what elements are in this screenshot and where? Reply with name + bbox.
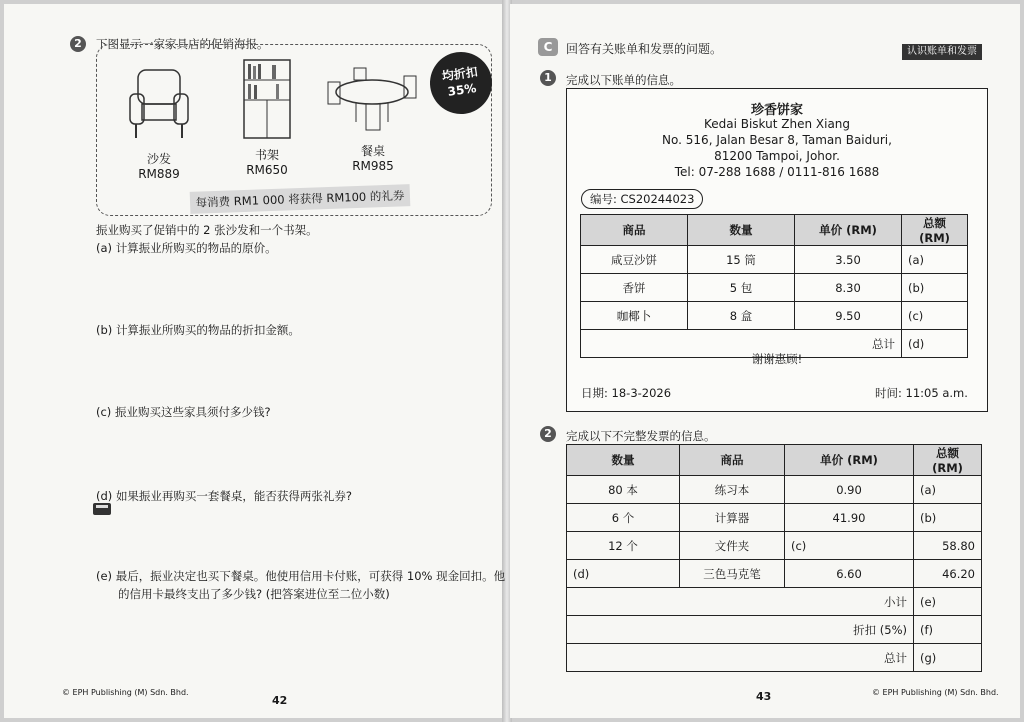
calculator-icon (92, 502, 112, 516)
question-2-right-number: 2 (540, 426, 556, 442)
question-e-line2: 的信用卡最终支出了多少钱? (把答案进位至二位小数) (118, 587, 390, 601)
question-text: 振业购买这些家具须付多少钱? (114, 405, 271, 419)
thanks-text: 谢谢惠顾! (751, 352, 803, 366)
invoice-total-label: 总计 (567, 644, 914, 672)
column-header: 单价 (RM) (785, 445, 914, 476)
table-cell: (d) (567, 560, 680, 588)
table-cell: 12 个 (567, 532, 680, 560)
table-cell: 41.90 (785, 504, 914, 532)
shop-name-cn: 珍香饼家 (750, 103, 803, 118)
question-d (96, 488, 352, 504)
question-2-intro: 下图显示一家家具店的促销海报。 (96, 37, 269, 51)
table-cell: 0.90 (785, 476, 914, 504)
table-cell: 6 个 (567, 504, 680, 532)
scenario-text: 振业购买了促销中的 2 张沙发和一个书架。 (96, 223, 318, 237)
column-header: 商品 (581, 215, 688, 246)
shop-address-1: No. 516, Jalan Besar 8, Taman Baiduri, (662, 133, 892, 147)
page-number-left: 42 (272, 694, 288, 707)
column-header: 单价 (RM) (795, 215, 902, 246)
discount-badge-line1: 均折扣 (440, 64, 479, 84)
invoice-table (566, 444, 982, 672)
question-e (96, 568, 505, 584)
question-1-number: 1 (540, 70, 556, 86)
total-value: (d) (902, 330, 968, 358)
voucher-banner: 每消费 RM1 000 将获得 RM100 的礼券 (190, 184, 411, 214)
question-text: 计算振业所购买的物品的原价。 (115, 241, 277, 255)
table-cell: 15 筒 (688, 246, 795, 274)
publisher-left: © EPH Publishing (M) Sdn. Bhd. (62, 688, 189, 697)
question-2-right-text: 完成以下不完整发票的信息。 (566, 429, 716, 443)
column-header: 总额 (RM) (902, 215, 968, 246)
table-cell: 58.80 (914, 532, 982, 560)
page-number-right: 43 (756, 690, 772, 703)
question-text: 计算振业所购买的物品的折扣金额。 (115, 323, 300, 337)
subtotal-label: 小计 (567, 588, 914, 616)
table-header-row (581, 215, 968, 246)
question-2-number: 2 (70, 36, 86, 52)
subtotal-value: (e) (914, 588, 982, 616)
table-row (567, 504, 982, 532)
table-cell: 计算器 (680, 504, 785, 532)
column-header: 数量 (688, 215, 795, 246)
table-row (581, 246, 968, 274)
product-price: RM650 (246, 163, 288, 177)
product-name: 书架 (254, 148, 279, 162)
question-text: 最后，振业决定也买下餐桌。他使用信用卡付账，可获得 10% 现金回扣。他 (115, 569, 506, 583)
table-cell: 三色马克笔 (680, 560, 785, 588)
table-cell: 文件夹 (680, 532, 785, 560)
publisher-right: © EPH Publishing (M) Sdn. Bhd. (872, 688, 999, 697)
table-cell: (c) (902, 302, 968, 330)
discount-badge-percent: 35% (446, 81, 478, 99)
table-cell: 5 包 (688, 274, 795, 302)
receipt-number: 编号: CS20244023 (581, 189, 703, 209)
armchair-icon (124, 64, 194, 144)
table-cell: (a) (914, 476, 982, 504)
table-cell: (b) (902, 274, 968, 302)
table-row (581, 302, 968, 330)
dining-table-icon (326, 64, 418, 134)
question-label: (d) (96, 489, 113, 503)
table-cell: 8.30 (795, 274, 902, 302)
shop-phone: Tel: 07-288 1688 / 0111-816 1688 (674, 165, 880, 179)
table-cell: 香饼 (581, 274, 688, 302)
table-row (567, 532, 982, 560)
table-cell: 9.50 (795, 302, 902, 330)
table-cell: (c) (785, 532, 914, 560)
discount-value: (f) (914, 616, 982, 644)
table-row (567, 560, 982, 588)
product-dining-table (328, 142, 418, 173)
topic-tag: 认识账单和发票 (902, 44, 982, 60)
column-header: 商品 (680, 445, 785, 476)
total-label: 总计 (581, 330, 902, 358)
question-label: (b) (96, 323, 113, 337)
column-header: 总额 (RM) (914, 445, 982, 476)
product-price: RM985 (352, 159, 394, 173)
receipt-time: 时间: 11:05 a.m. (875, 386, 968, 400)
question-label: (a) (96, 241, 113, 255)
table-header-row (567, 445, 982, 476)
product-name: 沙发 (146, 152, 171, 166)
subtotal-row (567, 588, 982, 616)
question-c (96, 404, 271, 420)
discount-label: 折扣 (5%) (567, 616, 914, 644)
question-b (96, 322, 300, 338)
receipt-date: 日期: 18-3-2026 (581, 386, 672, 400)
column-header: 数量 (567, 445, 680, 476)
question-label: (e) (96, 569, 113, 583)
table-cell: 咖椰卜 (581, 302, 688, 330)
section-c-badge: C (538, 38, 558, 56)
table-cell: 练习本 (680, 476, 785, 504)
table-row (567, 476, 982, 504)
product-name: 餐桌 (360, 144, 385, 158)
table-cell: (a) (902, 246, 968, 274)
shop-address-2: 81200 Tampoi, Johor. (714, 149, 840, 163)
table-cell: (b) (914, 504, 982, 532)
invoice-total-value: (g) (914, 644, 982, 672)
product-price: RM889 (138, 167, 180, 181)
section-title: 回答有关账单和发票的问题。 (566, 42, 723, 56)
table-cell: 8 盒 (688, 302, 795, 330)
table-cell: 6.60 (785, 560, 914, 588)
product-sofa (114, 150, 204, 181)
question-a (96, 240, 277, 256)
product-bookshelf (222, 146, 312, 177)
invoice-total-row (567, 644, 982, 672)
question-text: 如果振业再购买一套餐桌，能否获得两张礼券? (115, 489, 353, 503)
table-cell: 3.50 (795, 246, 902, 274)
bookshelf-icon (242, 58, 292, 142)
shop-name: Kedai Biskut Zhen Xiang (703, 117, 851, 131)
table-cell: 咸豆沙饼 (581, 246, 688, 274)
discount-row (567, 616, 982, 644)
question-label: (c) (96, 405, 112, 419)
table-row (581, 274, 968, 302)
receipt-table (580, 214, 968, 358)
table-cell: 80 本 (567, 476, 680, 504)
table-cell: 46.20 (914, 560, 982, 588)
question-1-text: 完成以下账单的信息。 (566, 73, 681, 87)
total-row (581, 330, 968, 358)
